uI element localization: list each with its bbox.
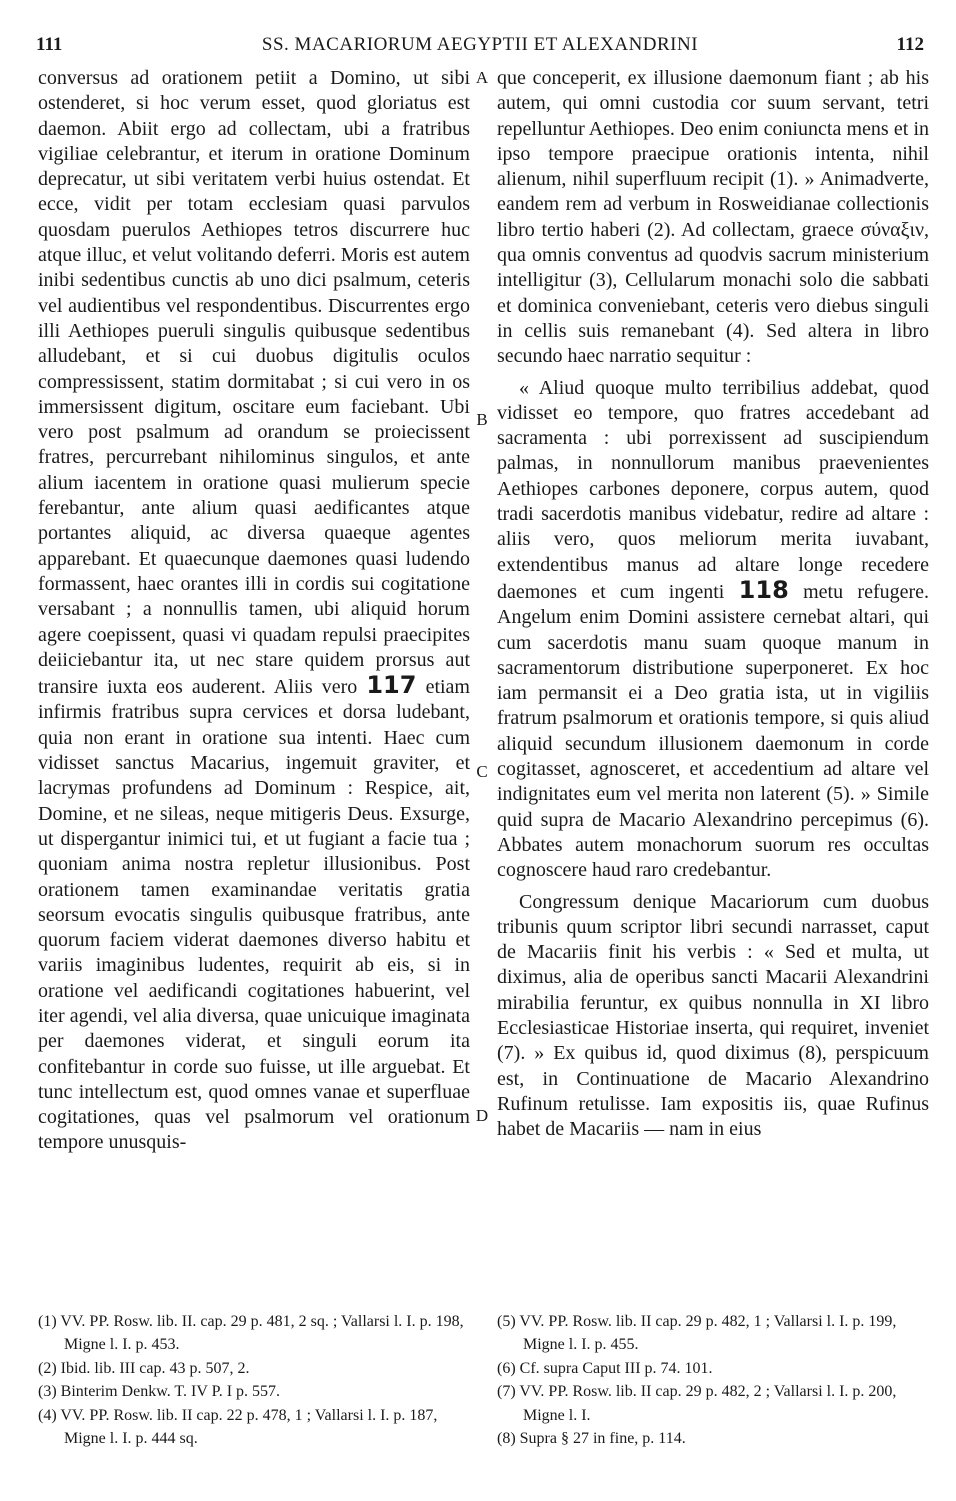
footnote-6: (6) Cf. supra Caput III p. 74. 101. — [497, 1359, 713, 1377]
right-text-2b: metu refugere. Angelum enim Domini assistere cernebat altari, qui cum sacerdotis manu suam quoque manum in sacramentorum distributione superponeret. Ex hoc iam permansit ei a Deo gratia ista, ut in vigiliis fratrum psalmorum et orationis tempore, si quis aliud aliquid secundum illusionem daemonum in corde cogitasset, agnosceret, et accedentium ad altare vel indignitates eum vel merita non laterent (5). » Simile quid supra de Macario Alexandrino percepimus (6). Abbates autem monachorum suorum res occultas cognoscere haud raro credebantur. — [497, 580, 930, 882]
footnotes-right — [497, 1310, 929, 1450]
footnote-1: (1) VV. PP. Rosw. lib. II. cap. 29 p. 481, 2 sq. ; Vallarsi l. I. p. 198, Migne l. I. p. 453. — [38, 1313, 464, 1354]
running-title: SS. MACARIORUM AEGYPTII ET ALEXANDRINI — [261, 34, 699, 55]
footnote-5: (5) VV. PP. Rosw. lib. II cap. 29 p. 482, 1 ; Vallarsi l. I. p. 199, Migne l. I. p. 455. — [497, 1313, 897, 1354]
footnote-2: (2) Ibid. lib. III cap. 43 p. 507, 2. — [38, 1359, 250, 1377]
right-column — [497, 66, 929, 1142]
right-paragraph-2 — [497, 376, 929, 884]
footnote-4: (4) VV. PP. Rosw. lib. II cap. 22 p. 478, 1 ; Vallarsi l. I. p. 187, Migne l. I. p. 444 sq. — [38, 1406, 438, 1448]
left-text-part1: conversus ad orationem petiit a Domino, ut sibi ostenderet, si hoc verum esset, quod gloriatus est daemon. Abiit ergo ad collectam, ubi a fratribus vigiliae celebrantur, et iterum in oratione Dominum deprecatur, ut sibi veritatem verbi huius ostendat. Et ecce, vidit per totam ecclesiam quasi parvulos quosdam puerulos Aethiopes tetros discurrere huc atque illuc, et velut volitando deferri. Moris est autem inibi sedentibus cunctis ab uno dici psalmum, ceteris vel audientibus vel respondentibus. Discurrentes ergo illi Aethiopes pueruli singulis quibusque sedentibus alludebant, et si cui duobus digitulis oculos compressissent, statim dormitabat ; si cui vero in os immersissent digitum, oscitare eum faciebant. Ubi vero post psalmum ad orandum se proiecissent fratres, percurrebant nihilominus singulos, et ante alium iacentem in oratione quasi mulierum specie ferebantur, ante alium quasi aedificantes atque portantes aliquid, ac diversa quaeque agentes apparebant. Et quaecunque daemones quasi ludendo formassent, haec orantes illi in cordis sui cogitatione versabant ; a nonnullis tamen, ubi aliquid horum agere coepissent, quasi vi quadam repulsi praecipites deiiciebantur ita, ut nec stare quidem prorsus aut transire iuxta eos auderent. Aliis vero — [38, 67, 470, 699]
right-text-2a: « Aliud quoque multo terribilius addebat, quod vidisset eo tempore, quo fratres accedebant ad sacramenta : ubi porrexissent ad suscipiendum palmas, in nonnullorum manibus praevenientes Aethiopes carbones deponere, corpus autem, quod tradi sacerdotis manibus videbatur, redire ad altare : aliis vero, quos meliorum merita iuvabant, extendentibus manus ad altare longe recedere daemones et cum ingenti — [497, 376, 929, 603]
footnote-8: (8) Supra § 27 in fine, p. 114. — [497, 1430, 686, 1448]
left-text-part2: etiam infirmis fratribus supra cervices et dorsa ludebant, quia non erant in oratione sua intenti. Haec cum vidisset sanctus Macarius, ingemuit graviter, et lacrymas profundens ad Dominum : Respice, ait, Domine, et ne sileas, neque mitigeris Deus. Exsurge, ut dispergantur inimici tui, et ut fugiant a facie tua ; quoniam anima nostra repletur illusionibus. Post orationem tamen examinandae veritatis gratia seorsum evocatis singulis quibusque fratribus, ante quorum faciem viderat daemones diverso habitu et variis imaginibus ludentes, requirit ab eis, si in oratione vel aedificandi cogitationes habuerint, vel iter agendi, vel alia diversa, quae unicuique imaginata per daemones viderat, et singuli eorum ita confitebantur in corde suo fuisse, ut ille arguebat. Et tunc intellectum est, quod omnes vanae et superfluae cogitationes, quas vel psalmorum vel orationum tempore unusquis- — [38, 676, 470, 1154]
section-marker-a: A — [475, 68, 489, 87]
margin-page-number-118: 118 — [738, 575, 789, 604]
right-paragraph-1: que conceperit, ex illusione daemonum fiant ; ab his autem, qui omni custodia cor suum servant, tetri repelluntur Aethiopes. Deo enim coniuncta mens et in ipso tempore praecipue orationis intenta, nihil alienum, nihil superfluum recipit (1). » Animadverte, eandem rem ad verbum in Rosweidianae collectionis libro tertio haberi (2). Ad collectam, graece σύναξιν, qua omnis conventus ad quodvis sacrum ministerium intelligitur (3), Cellularum monachi solo die sabbati et dominica conveniebant, ceteris vero diebus singuli in cellis suis remanebant (4). Sed altera in libro secundo haec narratio sequitur : — [497, 67, 929, 368]
page-header — [36, 34, 924, 60]
right-paragraph-3: Congressum denique Macariorum cum duobus tribunis quum scriptor libri secundi narrasset, caput de Macariis finit his verbis : « Sed et multa, ut diximus, alia de operibus sancti Macarii Alexandrini mirabilia feruntur, ex quibus nonnulla in XI libro Ecclesiasticae Historiae inserta, qui requiret, inveniet (7). » Ex quibus id, quod diximus (8), perspicuum est, in Continuatione de Macario Alexandrino Rufinum retulisse. Iam expositis iis, quae Rufinus habet de Macariis — nam in eius — [497, 890, 929, 1141]
page-number-left: 111 — [36, 34, 63, 55]
section-marker-d: D — [475, 1106, 489, 1125]
section-marker-b: B — [476, 410, 488, 429]
footnote-3: (3) Binterim Denkw. T. IV P. I p. 557. — [38, 1383, 281, 1401]
margin-page-number-117: 117 — [366, 671, 417, 700]
left-column — [38, 66, 470, 1156]
page-number-right: 112 — [896, 34, 924, 55]
section-marker-c: C — [476, 762, 488, 781]
footnotes-left — [38, 1310, 470, 1450]
left-column-text — [38, 66, 470, 1156]
footnote-7: (7) VV. PP. Rosw. lib. II cap. 29 p. 482, 2 ; Vallarsi l. I. p. 200, Migne l. I. — [497, 1383, 897, 1424]
